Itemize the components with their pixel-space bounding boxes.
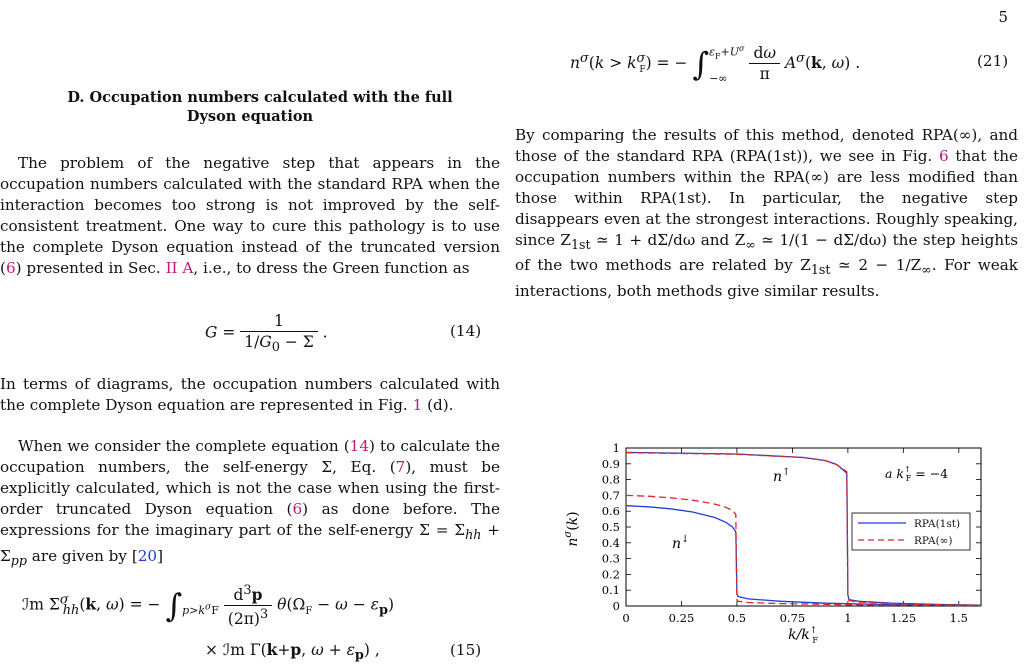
eq-ref-6b[interactable]: 6 — [292, 499, 303, 518]
fig-ref-1[interactable]: 1 — [412, 395, 423, 414]
paragraph-3: When we consider the complete equation (14) to calculate the occupation numbers, the self-energy Σ, Eq. (7), must be explicitly calculated, which is not the case when using the first-order truncated Dyson equation (6) as done before. The expressions for the imaginary part of the self-energy $\Sigma = \Sigma_{hh} + \Sigma_{pp}$ are given by [20] — [0, 437, 500, 568]
eq-ref-7[interactable]: 7 — [395, 457, 406, 476]
x-tick-label: 1.5 — [949, 611, 968, 625]
eq-ref-6[interactable]: 6 — [5, 258, 16, 277]
x-tick-label: 1 — [844, 611, 852, 625]
x-tick-label: 0.5 — [727, 611, 747, 625]
equation-15-line2: × ℐm Γ(k+p, $\omega + \varepsilon_p$) , — [205, 640, 380, 664]
chart-legend — [852, 513, 970, 550]
eq-ref-14[interactable]: 14 — [349, 437, 369, 455]
annotation-interaction: a k↑ F = −4 — [885, 465, 949, 483]
paragraph-1: The problem of the negative step that appears in the occupation numbers calculated with the standard RPA when the interaction becomes too strong is not improved by the self-consistent treatment. One way to cure this pathology is to use the complete Dyson equation instead of the truncated version (6) presented in Sec. II A, i.e., to dress the Green function as — [0, 154, 500, 277]
y-tick-label: 0.5 — [601, 520, 620, 534]
page-number: 5 — [998, 8, 1008, 26]
section-heading-line1: D. Occupation numbers calculated with the full — [67, 89, 453, 106]
equation-21-number: (21) — [977, 52, 1009, 70]
y-axis-label: $n^\sigma(k)$ — [563, 511, 581, 547]
y-tick-label: 0.2 — [601, 567, 620, 582]
x-tick-label: 1.25 — [890, 611, 917, 625]
y-tick-label: 1 — [612, 441, 620, 455]
x-tick-label: 0 — [622, 611, 630, 625]
y-tick-label: 0.1 — [601, 583, 620, 598]
annotation-n-up: n↑ — [773, 467, 791, 485]
legend-label-rpainf: RPA(∞) — [914, 535, 953, 547]
y-tick-label: 0 — [612, 599, 620, 613]
equation-14: G = $\frac{1}{1/G_0 - \Sigma}$ . — [205, 312, 328, 356]
annotation-n-down: n↓ — [672, 534, 690, 552]
y-tick-label: 0.9 — [601, 456, 620, 471]
sec-ref-IIA[interactable]: II A — [165, 258, 194, 277]
y-tick-label: 0.4 — [601, 535, 620, 550]
equation-15-line1: ℐm $\Sigma^\sigma_{hh}(k$, ω) = − $\int_{p>k^\sigma F}$ $\frac{d^3p}{(2\pi)^3}$ $\theta(\Omega_F - \omega - \varepsilon_p)$ — [22, 583, 395, 629]
paragraph-4: By comparing the results of this method, denoted RPA(∞), and those of the standard RPA (RPA(1st)), we see in Fig. 6 that the occupation numbers within the RPA(∞) are less modified than those within RPA(1st). In particular, the negative step disappears even at the strongest interactions. Roughly speaking, since $Z_{1st}$ ≃ 1 + dΣ/dω and $Z_\infty$ ≃ 1/(1 − dΣ/dω) the step heights of the two methods are related by $Z_{1st}$ ≃ $2 - 1/Z_\infty$. For weak interactions, both methods give similar results. — [515, 126, 1019, 301]
y-tick-label: 0.3 — [601, 551, 620, 566]
equation-15-number: (15) — [450, 641, 482, 659]
legend-label-rpa1st: RPA(1st) — [914, 518, 961, 530]
fig-ref-6[interactable]: 6 — [938, 146, 949, 165]
paragraph-2: In terms of diagrams, the occupation numbers calculated with the complete Dyson equation are represented in Fig. 1 (d). — [0, 375, 500, 414]
section-heading-line2: Dyson equation — [186, 108, 314, 125]
occupation-number-chart — [563, 433, 1003, 648]
y-tick-label: 0.6 — [601, 504, 620, 519]
y-tick-label: 0.8 — [601, 472, 620, 487]
equation-14-number: (14) — [450, 322, 482, 340]
section-heading — [0, 88, 500, 126]
x-tick-label: 0.25 — [668, 611, 695, 625]
y-tick-label: 0.7 — [601, 488, 620, 503]
citation-20[interactable]: 20 — [137, 546, 158, 565]
x-tick-label: 0.75 — [779, 611, 806, 625]
equation-21: $n^\sigma(k > k^\sigma_F)$ = − ∫ $\varepsilon_F+U^\sigma$ −∞ $\frac{d\omega}{\pi}$ $A^\sigma(k$, ω) . — [570, 44, 861, 85]
x-axis-label: k/k↑ F — [788, 626, 818, 645]
